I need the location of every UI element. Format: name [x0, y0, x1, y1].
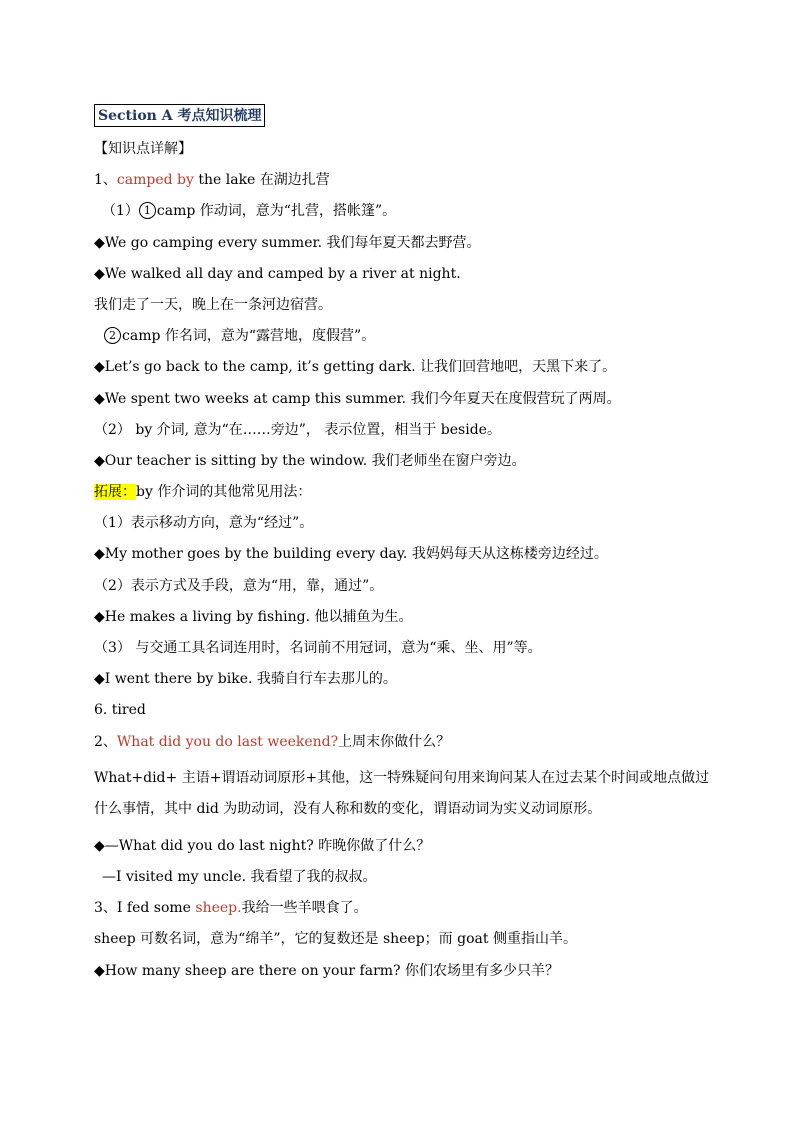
usage-line: （2）表示方式及手段，意为“用，靠，通过”。 — [94, 577, 384, 594]
sub-text: camp 作名词，意为“露营地，度假营”。 — [122, 328, 376, 345]
usage-line: （1）表示移动方向，意为“经过”。 — [94, 515, 314, 532]
section-title-row — [94, 104, 714, 127]
example-line: ◆Let’s go back to the camp, it’s getting dark. 让我们回营地吧，天黑下来了。 — [94, 359, 617, 376]
document-content — [94, 104, 714, 992]
extension-highlight: 拓展： — [94, 484, 136, 501]
example-line: ◆My mother goes by the building every day. 我妈妈每天从这栋楼旁边经过。 — [94, 546, 608, 563]
point-2-number: 2、 — [94, 733, 117, 750]
sub-text: camp 作动词，意为“扎营，搭帐篷”。 — [156, 203, 397, 220]
section-title: Section A 考点知识梳理 — [94, 104, 265, 127]
extension-text: by 作介词的其他常见用法： — [136, 484, 312, 501]
example-line: ◆Our teacher is sitting by the window. 我们老师坐在窗户旁边。 — [94, 452, 526, 469]
point-3-rest: 我给一些羊喂食了。 — [241, 900, 368, 917]
example-line: ◆We spent two weeks at camp this summer. 我们今年夏天在度假营玩了两周。 — [94, 390, 621, 407]
point-3-word: sheep. — [195, 900, 242, 917]
circled-number-1: 1 — [139, 202, 156, 219]
point-1-title — [94, 170, 714, 190]
example-line: ◆He makes a living by fishing. 他以捕鱼为生。 — [94, 608, 413, 625]
example-line: ◆I went there by bike. 我骑自行车去那儿的。 — [94, 671, 397, 688]
point-1-phrase: camped by — [116, 172, 194, 189]
point-2-rest: 上周末你做什么？ — [338, 733, 451, 750]
example-line: ◆How many sheep are there on your farm? 你们农场里有多少只羊？ — [94, 962, 559, 979]
point-2-phrase: What did you do last weekend? — [116, 733, 339, 750]
point-1-sub-1 — [94, 201, 714, 221]
point-1-rest: the lake 在湖边扎营 — [193, 172, 330, 189]
heading: 【知识点详解】 — [94, 141, 192, 157]
point-1-sub-1-2 — [94, 326, 714, 346]
example-line: ◆We walked all day and camped by a river at night. — [94, 265, 461, 282]
explanation-paragraph: What+did+ 主语+谓语动词原形+其他，这一特殊疑问句用来询问某人在过去某个时间或地点做过什么事情，其中 did 为助动词，没有人称和数的变化，谓语动词为实义动词原形。 — [94, 769, 710, 817]
usage-line: （3） 与交通工具名词连用时，名词前不用冠词，意为“乘、坐、用”等。 — [94, 640, 542, 656]
point-2-title — [94, 732, 714, 752]
circled-number-2: 2 — [104, 327, 121, 344]
point-3-pre: 3、I fed some — [94, 900, 196, 917]
example-line: ◆We go camping every summer. 我们每年夏天都去野营。 — [94, 234, 481, 251]
extension-line — [94, 482, 714, 502]
translation-line: 我们走了一天，晚上在一条河边宿营。 — [94, 296, 332, 313]
dialogue-line: —I visited my uncle. 我看望了我的叔叔。 — [102, 868, 377, 885]
point-1-sub-2: （2） by 介词, 意为“在……旁边”， 表示位置，相当于 beside。 — [94, 421, 501, 438]
dialogue-line: ◆—What did you do last night? 昨晚你做了什么？ — [94, 837, 431, 854]
sub-label: （1） — [102, 203, 139, 220]
explanation-line: sheep 可数名词，意为“绵羊”，它的复数还是 sheep；而 goat 侧重指山羊。 — [94, 931, 577, 948]
point-1-number: 1、 — [94, 172, 117, 189]
point-3-title — [94, 898, 714, 918]
word-line: 6. tired — [94, 702, 146, 719]
